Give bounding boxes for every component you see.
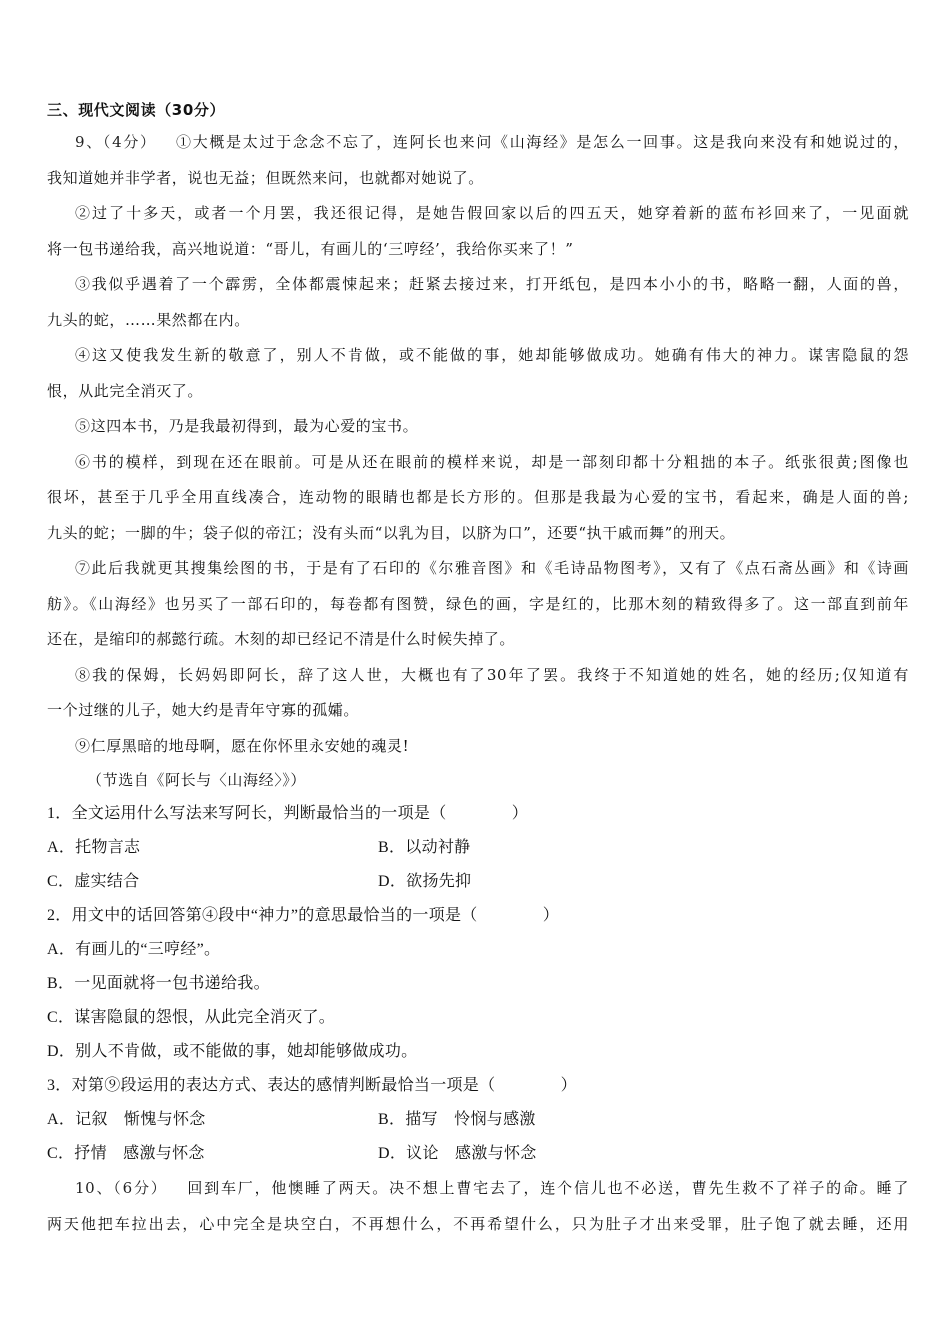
question-2-option-b[interactable]: B．一见面就将一包书递给我。: [47, 975, 270, 992]
question-1-option-d[interactable]: D．欲扬先抑: [378, 873, 472, 890]
passage1-line-3: ②过了十多天，或者一个月罢，我还很记得，是她告假回家以后的四五天，她穿着新的蓝布衫回来了，一见面就: [75, 204, 909, 222]
passage1-line-6: 九头的蛇，……果然都在内。: [47, 310, 250, 329]
question-2-stem: 2．用文中的话回答第④段中“神力”的意思最恰当的一项是（ ）: [47, 907, 560, 924]
passage1-line-1: 9、（4分） ①大概是太过于念念不忘了，连阿长也来问《山海经》是怎么一回事。这是我向来没有和她说过的，: [75, 133, 909, 151]
passage1-line-13: ⑦此后我就更其搜集绘图的书，于是有了石印的《尔雅音图》和《毛诗品物图考》，又有了《点石斋丛画》和《诗画: [75, 559, 909, 577]
passage1-line-14: 舫》。《山海经》也另买了一部石印的，每卷都有图赞，绿色的画，字是红的，比那木刻的精致得多了。这一部直到前年: [47, 594, 909, 613]
question-number-10: 10、（6分）: [75, 1179, 168, 1197]
passage1-line-5: ③我似乎遇着了一个霹雳，全体都震悚起来；赶紧去接过来，打开纸包，是四本小小的书，略略一翻，人面的兽，: [75, 275, 909, 293]
question-number-9: 9、（4分）: [75, 133, 157, 151]
passage1-line-8: 恨，从此完全消灭了。: [47, 381, 204, 400]
question-2-option-c[interactable]: C．谋害隐鼠的怨恨，从此完全消灭了。: [47, 1009, 336, 1026]
passage1-line-12: 九头的蛇；一脚的牛；袋子似的帝江；没有头而“以乳为目，以脐为口”，还要“执干戚而舞”的刑天。: [47, 523, 736, 542]
question-3-option-a[interactable]: A．记叙 惭愧与怀念: [47, 1111, 206, 1128]
question-1-stem: 1．全文运用什么写法来写阿长，判断最恰当的一项是（ ）: [47, 805, 529, 822]
question-1-options-row-1: [47, 831, 909, 865]
question-1-options-row-2: [47, 865, 909, 899]
passage1-line-15: 还在，是缩印的郝懿行疏。木刻的却已经记不清是什么时候失掉了。: [47, 630, 516, 648]
question-1-option-c[interactable]: C．虚实结合: [47, 873, 140, 890]
question-3-option-d[interactable]: D．议论 感激与怀念: [378, 1145, 537, 1162]
question-3-option-b[interactable]: B．描写 怜悯与感激: [378, 1111, 536, 1128]
question-3-options-row-2: [47, 1137, 909, 1171]
passage1-line-17: 一个过继的儿子，她大约是青年守寡的孤孀。: [47, 701, 360, 719]
passage1-line-11: 很坏，甚至于几乎全用直线凑合，连动物的眼睛也都是长方形的。但那是我最为心爱的宝书，看起来，确是人面的兽;: [47, 488, 909, 506]
passage1-line-10: ⑥书的模样，到现在还在眼前。可是从还在眼前的模样来说，却是一部刻印都十分粗拙的本子。纸张很黄;图像也: [75, 452, 909, 471]
passage1-line-2: 我知道她并非学者，说也无益；但既然来问，也就都对她说了。: [47, 168, 484, 187]
passage2-line-1: 10、（6分） 回到车厂，他懊睡了两天。决不想上曹宅去了，连个信儿也不必送，曹先生救不了祥子的命。睡了: [75, 1179, 909, 1197]
question-2-option-d[interactable]: D．别人不肯做，或不能做的事，她却能够做成功。: [47, 1043, 418, 1060]
question-3-stem: 3．对第⑨段运用的表达方式、表达的感情判断最恰当一项是（ ）: [47, 1077, 577, 1094]
passage1-line-18: ⑨仁厚黑暗的地母啊，愿在你怀里永安她的魂灵!: [75, 736, 410, 755]
passage1-source: （节选自《阿长与〈山海经〉》）: [87, 771, 307, 789]
document-page: [47, 95, 909, 1242]
passage1-line-4: 将一包书递给我，高兴地说道：“哥儿，有画儿的‘三哼经’，我给你买来了！”: [47, 239, 574, 258]
passage1-line-16: ⑧我的保姆，长妈妈即阿长，辞了这人世，大概也有了30年了罢。我终于不知道她的姓名，她的经历;仅知道有: [75, 665, 909, 684]
question-3-options-row-1: [47, 1103, 909, 1137]
passage2-line-2: 两天他把车拉出去，心中完全是块空白，不再想什么，不再希望什么，只为肚子才出来受罪，肚子饱了就去睡，还用: [47, 1214, 909, 1233]
question-1-option-a[interactable]: A．托物言志: [47, 839, 141, 856]
passage1-line-9: ⑤这四本书，乃是我最初得到，最为心爱的宝书。: [75, 417, 419, 435]
question-1-option-b[interactable]: B．以动衬静: [378, 839, 471, 856]
question-2-option-a[interactable]: A．有画儿的“三哼经”。: [47, 941, 221, 958]
passage1-line-7: ④这又使我发生新的敬意了，别人不肯做，或不能做的事，她却能够做成功。她确有伟大的神力。谋害隐鼠的怨: [75, 346, 909, 364]
section-heading: 三、现代文阅读（30分）: [47, 101, 226, 119]
question-3-option-c[interactable]: C．抒情 感激与怀念: [47, 1145, 205, 1162]
